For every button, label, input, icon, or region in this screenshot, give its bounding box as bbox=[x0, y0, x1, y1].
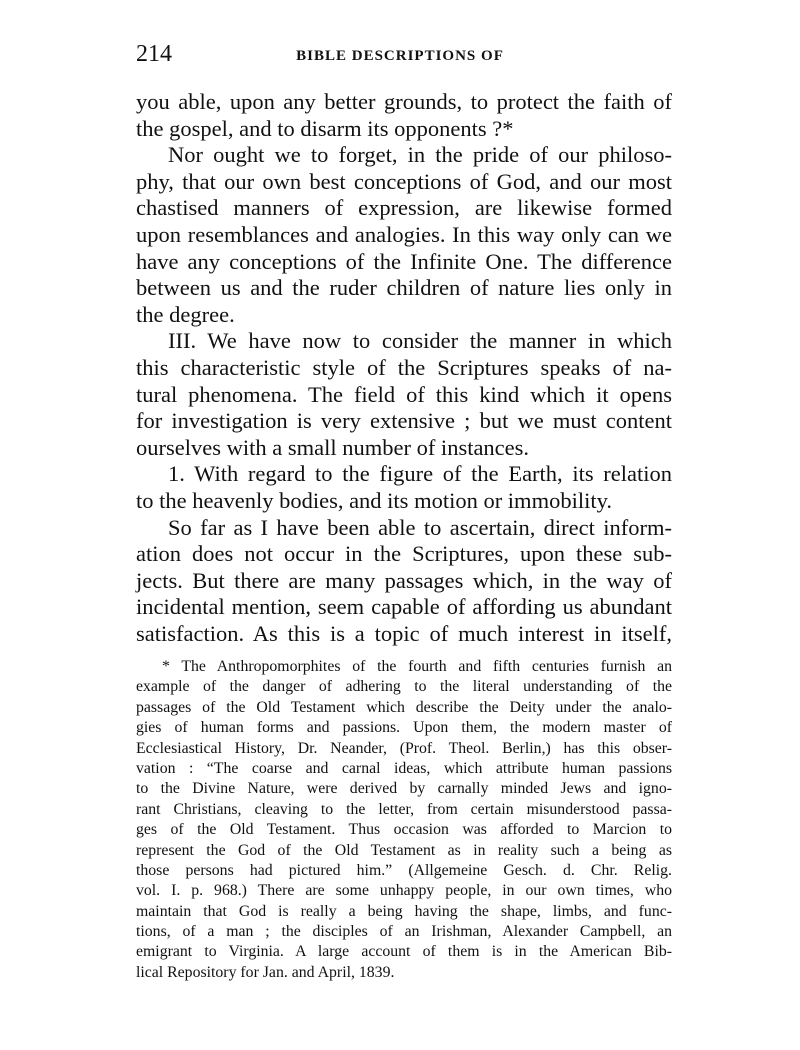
body-line: Nor ought we to forget, in the pride of our philoso- bbox=[168, 142, 672, 168]
body-line: to the heavenly bodies, and its motion or immobility. bbox=[136, 487, 612, 513]
footnote-line: to the Divine Nature, were derived by carnally minded Jews and igno- bbox=[136, 780, 672, 798]
footnote-line: * The Anthropomorphites of the fourth and fifth centuries furnish an bbox=[162, 658, 672, 675]
body-line: for investigation is very extensive ; but we must content bbox=[136, 408, 672, 434]
body-line: incidental mention, seem capable of affording us abundant bbox=[136, 594, 672, 620]
body-line: jects. But there are many passages which, in the way of bbox=[136, 567, 672, 593]
footnote-line: passages of the Old Testament which describe the Deity under the analo- bbox=[136, 698, 672, 716]
footnote-line: ges of the Old Testament. Thus occasion was afforded to Marcion to bbox=[136, 821, 672, 839]
body-line: tural phenomena. The field of this kind which it opens bbox=[136, 381, 672, 407]
body-line: you able, upon any better grounds, to protect the faith of bbox=[136, 89, 672, 114]
body-line: 1. With regard to the figure of the Earth, its relation bbox=[168, 461, 672, 487]
footnote-line: rant Christians, cleaving to the letter, from certain misunderstood passa- bbox=[136, 800, 672, 818]
body-line: So far as I have been able to ascertain, direct inform- bbox=[168, 514, 672, 540]
body-line: satisfaction. As this is a topic of much interest in itself, bbox=[136, 620, 672, 646]
body-line: chastised manners of expression, are likewise formed bbox=[136, 195, 672, 221]
footnote-line: emigrant to Virginia. A large account of them is in the American Bib- bbox=[136, 943, 672, 961]
body-line: this characteristic style of the Scriptures speaks of na- bbox=[136, 354, 672, 380]
page-number: 214 bbox=[136, 41, 172, 67]
body-line: III. We have now to consider the manner in which bbox=[168, 328, 672, 354]
footnote-line: vol. I. p. 968.) There are some unhappy people, in our own times, who bbox=[136, 882, 672, 900]
body-line: the degree. bbox=[136, 301, 235, 327]
footnote-line: gies of human forms and passions. Upon them, the modern master of bbox=[136, 719, 672, 737]
footnote bbox=[136, 657, 672, 983]
body-line: the gospel, and to disarm its opponents ?* bbox=[136, 115, 514, 141]
footnote-line: tions, of a man ; the disciples of an Irishman, Alexander Campbell, an bbox=[136, 923, 672, 941]
footnote-line: lical Repository for Jan. and April, 1839. bbox=[136, 963, 395, 981]
body-line: ourselves with a small number of instances. bbox=[136, 434, 530, 460]
footnote-line: maintain that God is really a being having the shape, limbs, and func- bbox=[136, 902, 672, 920]
body-text bbox=[136, 89, 672, 647]
body-line: ation does not occur in the Scriptures, upon these sub- bbox=[136, 541, 672, 567]
body-line: phy, that our own best conceptions of God, and our most bbox=[136, 168, 672, 194]
footnote-line: vation : “The coarse and carnal ideas, which attribute human passions bbox=[136, 759, 672, 777]
body-line: between us and the ruder children of nature lies only in bbox=[136, 275, 672, 301]
footnote-line: those persons had pictured him.” (Allgemeine Gesch. d. Chr. Relig. bbox=[136, 861, 672, 879]
running-head: BIBLE DESCRIPTIONS OF bbox=[296, 48, 504, 64]
footnote-line: example of the danger of adhering to the literal understanding of the bbox=[136, 678, 672, 696]
footnote-line: Ecclesiastical History, Dr. Neander, (Prof. Theol. Berlin,) has this obser- bbox=[136, 739, 672, 757]
footnote-line: represent the God of the Old Testament as in reality such a being as bbox=[136, 841, 672, 859]
body-line: have any conceptions of the Infinite One. The difference bbox=[136, 248, 672, 274]
body-line: upon resemblances and analogies. In this way only can we bbox=[136, 221, 672, 247]
